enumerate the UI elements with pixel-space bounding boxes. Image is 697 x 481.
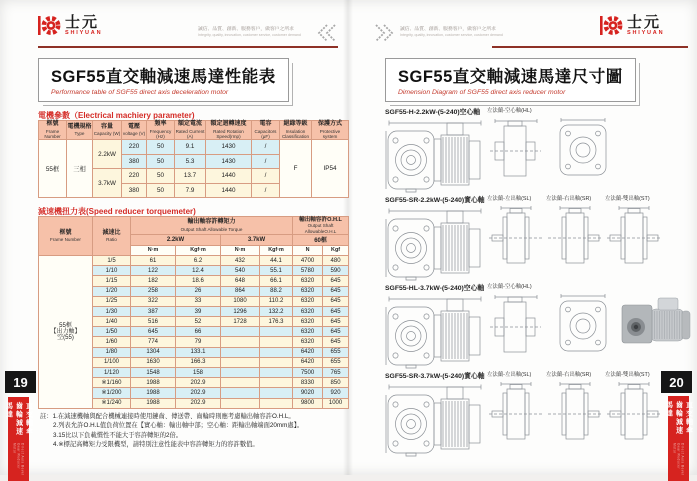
torque-cell: 645 xyxy=(323,327,349,337)
view-label xyxy=(614,282,697,293)
torque-cell: 6320 xyxy=(293,306,323,316)
elec-cell: 1430 xyxy=(206,154,252,169)
torque-cell: 55.1 xyxy=(260,266,293,276)
drawing-section xyxy=(385,370,697,458)
view-column xyxy=(487,282,544,357)
torque-cell: 12.4 xyxy=(176,266,221,276)
elec-cell: 13.7 xyxy=(175,169,206,184)
view-label: 左法蘭-右出軸(SR) xyxy=(546,372,592,378)
torque-cell: 6.2 xyxy=(176,255,221,265)
torque-cell: 1988 xyxy=(131,388,176,398)
view-column xyxy=(554,282,611,357)
elec-cell: 1430 xyxy=(206,140,252,155)
torque-cell xyxy=(260,398,293,408)
page-subtitle: Dimension Diagram of SGF55 direct axis reducer motor xyxy=(398,89,566,96)
elec-col-header: 頻率 Frequency (Hz) xyxy=(147,121,175,140)
header-rule xyxy=(38,46,338,48)
view-column xyxy=(605,194,662,269)
elec-col-header: 絕緣等級 Insulation Classification xyxy=(280,121,312,140)
insulation-cell: F xyxy=(280,140,312,198)
view-label: 左法蘭-左出軸(SL) xyxy=(487,196,532,202)
ratio-cell: 1/20 xyxy=(93,286,131,296)
torque-cell: 6320 xyxy=(293,296,323,306)
torque-cell: 6320 xyxy=(293,317,323,327)
tagline: 誠信、品質、創新、服務客戶，做客戶之所求 Integrity, quality, innovation, customer service, customer demand xyxy=(400,27,503,37)
side-tab-text: 直交軸傘齒輪減速馬達 xyxy=(5,402,33,436)
power-col-header: 60框 xyxy=(293,234,349,245)
torque-cell xyxy=(221,398,260,408)
capacity-cell: 3.7kW xyxy=(93,169,122,198)
torque-cell: 26 xyxy=(176,286,221,296)
header-rule xyxy=(492,46,688,48)
note-line: 註：1.在減速機軸與配合機械連接時使用鏈齒、傳送帶、齒輪時則應考慮輸出軸容許O.H.L。 xyxy=(40,413,295,420)
shaft-double-drawing xyxy=(605,381,662,445)
torque-cell: 1000 xyxy=(323,398,349,408)
logo-name-en: SHIYUAN xyxy=(65,30,103,37)
torque-cell: 648 xyxy=(221,276,260,286)
torque-cell: 387 xyxy=(131,306,176,316)
torque-cell: 645 xyxy=(323,296,349,306)
torque-cell: 18.6 xyxy=(176,276,221,286)
logo-name-en: SHIYUAN xyxy=(627,30,665,37)
elec-col-header: 容量 Capacity (W) xyxy=(93,121,122,140)
torque-cell: 850 xyxy=(323,378,349,388)
front-view-column xyxy=(385,370,485,457)
ratio-cell: 1/10 xyxy=(93,266,131,276)
page-subtitle: Performance table of SGF55 direct axis deceleration motor xyxy=(51,89,229,96)
view-column xyxy=(554,106,611,181)
torque-cell: 66 xyxy=(176,327,221,337)
torque-cell: 122 xyxy=(131,266,176,276)
torque-cell: 1080 xyxy=(221,296,260,306)
table-row xyxy=(39,140,349,155)
torque-cell: 1548 xyxy=(131,368,176,378)
torque-cell: 864 xyxy=(221,286,260,296)
torque-cell: 33 xyxy=(176,296,221,306)
torque-cell: 774 xyxy=(131,337,176,347)
chevrons-right-icon xyxy=(372,24,398,42)
torque-cell: 540 xyxy=(221,266,260,276)
note-line: 3.15比以下負載慣性不能大于容許轉矩的2倍。 xyxy=(53,431,183,439)
elec-col-header: 額定迴轉速度 Rated Rotation Speed(rmp) xyxy=(206,121,252,140)
torque-cell: 645 xyxy=(323,306,349,316)
ratio-cell: 1/50 xyxy=(93,327,131,337)
torque-cell: 7500 xyxy=(293,368,323,378)
elec-cell: / xyxy=(252,169,280,184)
torque-cell: 5780 xyxy=(293,266,323,276)
ratio-cell: 1/30 xyxy=(93,306,131,316)
model-label: SGF55-HL-3.7kW-(5-240)空心軸 xyxy=(385,285,485,292)
shaft-left-drawing xyxy=(487,381,544,445)
ratio-cell: 1/40 xyxy=(93,317,131,327)
torque-cell xyxy=(221,347,260,357)
power-col-header: 3.7kW xyxy=(221,234,293,245)
ratio-cell: 1/25 xyxy=(93,296,131,306)
torque-cell xyxy=(260,327,293,337)
elec-col-header: 電容 Capacitors (μF) xyxy=(252,121,280,140)
torque-cell: 920 xyxy=(323,388,349,398)
torque-cell xyxy=(260,388,293,398)
torque-cell: 9020 xyxy=(293,388,323,398)
torque-section-label: 減速機扭力表(Speed reducer torquemeter) xyxy=(38,207,196,216)
unit-header: Kgf xyxy=(323,245,349,255)
motor-photo xyxy=(614,293,697,357)
ratio-cell: 1/80 xyxy=(93,347,131,357)
view-label: 左法蘭-雙出軸(ST) xyxy=(605,196,650,202)
unit-header: Kgf·m xyxy=(176,245,221,255)
torque-table xyxy=(38,216,349,409)
unit-header: N·m xyxy=(131,245,176,255)
torque-cell xyxy=(221,327,260,337)
torque-cell: 66.1 xyxy=(260,276,293,286)
table-row xyxy=(39,255,349,265)
torque-cell: 6320 xyxy=(293,327,323,337)
torque-cell: 1988 xyxy=(131,378,176,388)
side-section-drawing xyxy=(487,293,544,357)
ratio-cell: ※1/160 xyxy=(93,378,131,388)
torque-cell xyxy=(221,378,260,388)
torque-cell: 655 xyxy=(323,347,349,357)
elec-col-header: 框號 Frame Number xyxy=(39,121,67,140)
torque-cell: 61 xyxy=(131,255,176,265)
view-column xyxy=(487,194,544,269)
torque-cell: 1630 xyxy=(131,357,176,367)
elec-cell: 50 xyxy=(147,140,175,155)
view-column xyxy=(614,282,697,357)
torque-cell: 645 xyxy=(323,337,349,347)
ratio-cell: 1/100 xyxy=(93,357,131,367)
drawing-section xyxy=(385,194,697,282)
model-label: SGF55-SR-2.2kW-(5-240)實心軸 xyxy=(385,197,485,204)
torque-cell: 182 xyxy=(131,276,176,286)
elec-cell: 380 xyxy=(122,183,147,198)
torque-cell xyxy=(260,337,293,347)
elec-col-header: 額定電流 Rated Current (A) xyxy=(175,121,205,139)
torque-cell: 52 xyxy=(176,317,221,327)
torque-cell: 6320 xyxy=(293,286,323,296)
torque-cell: 1304 xyxy=(131,347,176,357)
torque-cell xyxy=(221,337,260,347)
front-view-column xyxy=(385,282,485,369)
capacity-cell: 2.2kW xyxy=(93,140,122,169)
ratio-cell: 1/120 xyxy=(93,368,131,378)
shaft-right-drawing xyxy=(546,381,603,445)
protection-cell: IP54 xyxy=(312,140,349,198)
ratio-cell: 1/60 xyxy=(93,337,131,347)
type-cell: 三相 xyxy=(67,140,93,198)
note-line: 4.※標記高轉矩力受限機型，請特別注意性能表中容許轉矩力的容許數值。 xyxy=(53,441,259,449)
side-tab-text: 直交軸傘齒輪減速馬達 xyxy=(665,401,693,435)
elec-col-header: 保護方式 Protective system xyxy=(312,121,349,140)
torque-cell: 645 xyxy=(323,286,349,296)
torque-cell xyxy=(221,357,260,367)
torque-cell xyxy=(260,357,293,367)
view-column xyxy=(546,370,603,445)
unit-header: Kgf·m xyxy=(260,245,293,255)
view-column xyxy=(487,370,544,445)
torque-cell: 9800 xyxy=(293,398,323,408)
elec-cell: 380 xyxy=(122,154,147,169)
torque-cell: 133.1 xyxy=(176,347,221,357)
gearbox-front-drawing xyxy=(385,381,485,457)
logo-name: 士元 xyxy=(65,14,100,32)
back-view-drawing xyxy=(554,293,611,357)
torque-cell: 516 xyxy=(131,317,176,327)
footnotes xyxy=(40,412,342,450)
side-tab-text-en: Direct Axis Bevel Gear Reducer Motor xyxy=(672,442,685,475)
ratio-cell: 1/15 xyxy=(93,276,131,286)
unit-header: N xyxy=(293,245,323,255)
view-label: 左法蘭-空心軸(HL) xyxy=(487,284,532,290)
torque-cell: 645 xyxy=(131,327,176,337)
drawing-section xyxy=(385,282,697,370)
shaft-right-drawing xyxy=(546,205,603,269)
torque-cell: 645 xyxy=(323,317,349,327)
left-title-box xyxy=(38,58,289,102)
electrical-parameter-table xyxy=(38,120,349,198)
notes-label: 註： xyxy=(40,413,53,420)
torque-cell xyxy=(221,388,260,398)
note-line: 2.列表允許O.H.L值負荷位置在【實心軸：輸出軸中部；空心軸：距輸出軸端面20mm處】。 xyxy=(53,422,304,430)
ratio-cell: 1/5 xyxy=(93,255,131,265)
torque-cell: 176.3 xyxy=(260,317,293,327)
torque-cell: 110.2 xyxy=(260,296,293,306)
page-title: SGF55直交軸減速馬達性能表 xyxy=(51,68,276,86)
side-tab-left xyxy=(5,397,33,481)
chevrons-left-icon xyxy=(316,24,342,42)
elec-cell: 50 xyxy=(147,183,175,198)
shaft-double-drawing xyxy=(605,205,662,269)
front-view-column xyxy=(385,106,485,193)
model-label: SGF55-SR-3.7kW-(5-240)實心軸 xyxy=(385,373,485,380)
elec-cell: 220 xyxy=(122,140,147,155)
frame-cell: 55框 【出力軸】 空(55) xyxy=(39,255,93,408)
gearbox-front-drawing xyxy=(385,205,485,281)
front-view-column xyxy=(385,194,485,281)
torque-cell xyxy=(221,368,260,378)
torque-cell: 132.2 xyxy=(260,306,293,316)
torque-cell: 202.9 xyxy=(176,388,221,398)
torque-cell: 39 xyxy=(176,306,221,316)
torque-cell xyxy=(260,378,293,388)
gear-logo-icon xyxy=(600,13,624,39)
torque-cell: 480 xyxy=(323,255,349,265)
ratio-cell: ※1/200 xyxy=(93,388,131,398)
torque-cell: 88.2 xyxy=(260,286,293,296)
power-col-header: 2.2kW xyxy=(131,234,221,245)
side-section-drawing xyxy=(487,117,544,181)
torque-cell: 590 xyxy=(323,266,349,276)
elec-cell: 7.9 xyxy=(175,183,206,198)
page-number-left: 19 xyxy=(5,371,36,393)
elec-cell: / xyxy=(252,154,280,169)
right-title-box xyxy=(385,58,636,102)
elec-cell: / xyxy=(252,140,280,155)
elec-cell: 9.1 xyxy=(175,140,206,155)
back-view-drawing xyxy=(554,117,611,181)
ohl-header: 輸出軸容許O.H.L Output Shaft AllowableO.H.L xyxy=(293,217,349,235)
torque-cell: 6320 xyxy=(293,276,323,286)
shiyuan-logo xyxy=(600,13,664,39)
torque-cell xyxy=(260,368,293,378)
view-label: 左法蘭-空心軸(HL) xyxy=(487,108,532,114)
torque-cell: 8330 xyxy=(293,378,323,388)
view-label: 左法蘭-雙出軸(ST) xyxy=(605,372,650,378)
elec-cell: 1440 xyxy=(206,169,252,184)
frame-cell: 55框 xyxy=(39,140,67,198)
gearbox-front-drawing xyxy=(385,293,485,369)
side-tab-text-en: Direct Axis Bevel Gear Reducer Motor xyxy=(12,443,25,476)
torque-cell: 322 xyxy=(131,296,176,306)
elec-cell: / xyxy=(252,183,280,198)
elec-cell: 1440 xyxy=(206,183,252,198)
view-column xyxy=(487,106,544,181)
torque-cell xyxy=(260,347,293,357)
torque-cell: 166.3 xyxy=(176,357,221,367)
torque-ratio-header: 減速比 Ratio xyxy=(93,217,131,256)
torque-cell: 79 xyxy=(176,337,221,347)
shiyuan-logo xyxy=(38,13,102,39)
page-number-right: 20 xyxy=(661,371,692,393)
torque-cell: 1728 xyxy=(221,317,260,327)
torque-frame-header: 框號 Frame Number xyxy=(39,217,93,256)
shaft-left-drawing xyxy=(487,205,544,269)
gear-logo-icon xyxy=(38,13,62,39)
torque-cell: 765 xyxy=(323,368,349,378)
unit-header: N·m xyxy=(221,245,260,255)
ratio-cell: ※1/240 xyxy=(93,398,131,408)
elec-col-header: 電機規格 Type xyxy=(67,121,93,140)
logo-name: 士元 xyxy=(627,14,662,32)
elec-cell: 5.3 xyxy=(175,154,206,169)
torque-cell: 6420 xyxy=(293,357,323,367)
torque-main-header: 輸出軸容許轉矩力 Output Shaft Allowable Torque xyxy=(131,217,293,235)
view-label xyxy=(554,282,611,293)
torque-cell: 655 xyxy=(323,357,349,367)
view-label: 左法蘭-左出軸(SL) xyxy=(487,372,532,378)
elec-col-header: 電壓 voltage (V) xyxy=(122,121,147,140)
elec-cell: 50 xyxy=(147,154,175,169)
elec-cell: 220 xyxy=(122,169,147,184)
view-column xyxy=(546,194,603,269)
torque-cell: 202.9 xyxy=(176,378,221,388)
electrical-section-label: 電機參數（Electrical machiery parameter) xyxy=(38,111,195,120)
torque-cell: 432 xyxy=(221,255,260,265)
torque-cell: 6420 xyxy=(293,347,323,357)
torque-cell: 202.9 xyxy=(176,398,221,408)
view-label xyxy=(554,106,611,117)
torque-cell: 258 xyxy=(131,286,176,296)
torque-cell: 44.1 xyxy=(260,255,293,265)
view-column xyxy=(605,370,662,445)
view-label: 左法蘭-右出軸(SR) xyxy=(546,196,592,202)
tagline: 誠信、品質、創新、服務客戶，做客戶之所求 Integrity, quality, innovation, customer service, customer demand xyxy=(198,27,301,37)
torque-cell: 6320 xyxy=(293,337,323,347)
torque-cell: 4700 xyxy=(293,255,323,265)
dimension-diagram-sections xyxy=(385,106,697,458)
torque-cell: 158 xyxy=(176,368,221,378)
torque-cell: 1296 xyxy=(221,306,260,316)
side-tab-right xyxy=(665,396,693,481)
gearbox-front-drawing xyxy=(385,117,485,193)
elec-cell: 50 xyxy=(147,169,175,184)
torque-cell: 645 xyxy=(323,276,349,286)
drawing-section xyxy=(385,106,697,194)
model-label: SGF55-H-2.2kW-(5-240)空心軸 xyxy=(385,109,481,116)
torque-cell: 1988 xyxy=(131,398,176,408)
page-title: SGF55直交軸減速馬達尺寸圖 xyxy=(398,68,623,86)
